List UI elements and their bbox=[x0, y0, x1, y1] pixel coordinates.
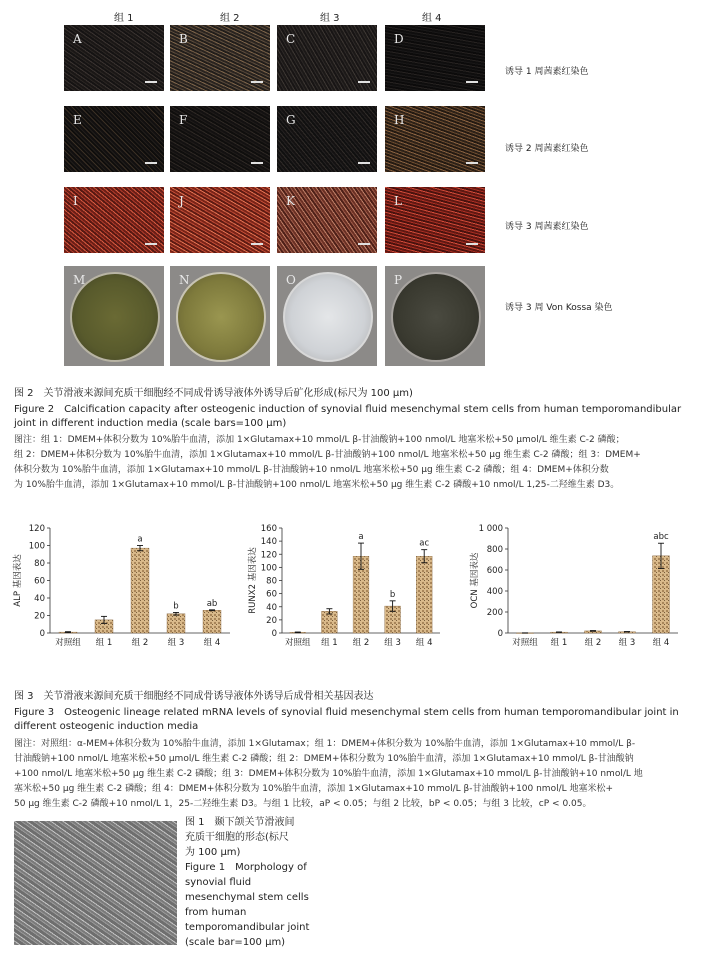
significance-label: b bbox=[173, 601, 179, 612]
y-tick-label: 800 bbox=[486, 545, 503, 555]
y-tick-label: 40 bbox=[34, 594, 45, 604]
x-tick-label: 组 3 bbox=[618, 638, 636, 648]
bar bbox=[416, 556, 432, 633]
figure-caption-line: synovial fluid bbox=[185, 877, 252, 888]
y-tick-label: 40 bbox=[266, 602, 277, 613]
y-tick-label: 0 bbox=[271, 629, 277, 639]
y-tick-label: 120 bbox=[28, 524, 45, 534]
figure-caption-line: 为 100 μm) bbox=[185, 847, 241, 858]
culture-plate bbox=[283, 272, 373, 362]
scale-bar bbox=[466, 162, 478, 164]
scale-bar bbox=[251, 81, 263, 83]
figure-caption-line: temporomandibular joint bbox=[185, 922, 310, 933]
figure-note-line: 塞米松+50 μg 维生素 C-2 磷酸；组 4：DMEM+体积分数为 10%胎牛血清，添加 1×Glutamax+10 mmol/L β-甘油酸钠+100 nmol/L 地塞米松+ bbox=[14, 784, 614, 794]
y-tick-label: 160 bbox=[260, 524, 277, 534]
significance-label: a bbox=[358, 532, 364, 543]
micrograph-panel bbox=[277, 25, 377, 91]
micrograph-panel bbox=[277, 106, 377, 172]
bar bbox=[322, 611, 338, 633]
panel-letter: C bbox=[286, 32, 296, 46]
micrograph-panel bbox=[385, 106, 485, 172]
row-label: 诱导 3 周 Von Kossa 染色 bbox=[505, 303, 613, 313]
figure-3-charts bbox=[10, 518, 710, 660]
y-axis-label: RUNX2 基因表达 bbox=[248, 547, 258, 614]
panel-letter: I bbox=[73, 194, 78, 208]
y-tick-label: 20 bbox=[34, 611, 45, 622]
panel-letter: G bbox=[286, 113, 296, 127]
panel-letter: M bbox=[73, 273, 86, 287]
figure-note-line: 组 2：DMEM+体积分数为 10%胎牛血清，添加 1×Glutamax+10 mmol/L β-甘油酸钠+100 nmol/L 地塞米松+50 μg 维生素 C-2 磷酸；组 3：DMEM+ bbox=[14, 450, 641, 460]
figure-caption-line: (scale bar=100 μm) bbox=[185, 937, 286, 948]
x-tick-label: 组 1 bbox=[550, 638, 568, 648]
figure-caption-cn: 图 3 关节滑液来源间充质干细胞经不同成骨诱导液体外诱导后成骨相关基因表达 bbox=[14, 691, 374, 702]
y-tick-label: 400 bbox=[486, 587, 503, 597]
figure-note-line: 甘油酸钠+100 nmol/L 地塞米松+50 μmol/L 维生素 C-2 磷酸；组 2：DMEM+体积分数为 10%胎牛血清，添加 1×Glutamax+10 mmol/L β-甘油酸钠 bbox=[14, 754, 634, 764]
significance-label: ab bbox=[206, 598, 218, 609]
panel-letter: K bbox=[286, 194, 295, 208]
y-tick-label: 600 bbox=[486, 566, 503, 576]
figure-note-line: +100 nmol/L 地塞米松+50 μg 维生素 C-2 磷酸；组 3：DMEM+体积分数为 10%胎牛血清，添加 1×Glutamax+10 mmol/L β-甘油酸钠+10 nmol/L 地 bbox=[14, 769, 643, 779]
row-label: 诱导 3 周茜素红染色 bbox=[505, 222, 589, 232]
micrograph-panel bbox=[170, 25, 270, 91]
x-tick-label: 组 2 bbox=[131, 638, 149, 648]
y-tick-label: 60 bbox=[266, 589, 277, 600]
significance-label: a bbox=[137, 534, 143, 545]
panel-letter: P bbox=[394, 273, 403, 287]
x-tick-label: 对照组 bbox=[285, 638, 311, 648]
x-tick-label: 组 3 bbox=[167, 638, 185, 648]
panel-letter: E bbox=[73, 113, 82, 127]
panel-letter: N bbox=[179, 273, 190, 287]
y-tick-label: 1 000 bbox=[478, 524, 503, 534]
y-tick-label: 0 bbox=[497, 629, 503, 639]
y-tick-label: 140 bbox=[260, 537, 277, 548]
y-tick-label: 100 bbox=[28, 541, 45, 552]
bar-charts bbox=[10, 518, 710, 660]
micrograph-panel bbox=[277, 187, 377, 253]
micrograph-panel bbox=[170, 106, 270, 172]
cell-morphology-micrograph bbox=[14, 821, 177, 945]
scale-bar bbox=[251, 243, 263, 245]
figure-note-line: 图注：组 1：DMEM+体积分数为 10%胎牛血清，添加 1×Glutamax+10 mmol/L β-甘油酸钠+100 nmol/L 地塞米松+50 μmol/L 维生素 C-2 磷酸； bbox=[14, 435, 625, 445]
y-tick-label: 0 bbox=[39, 629, 45, 639]
scale-bar bbox=[145, 81, 157, 83]
figure-note-line: 50 μg 维生素 C-2 磷酸+10 nmol/L 1，25-二羟维生素 D3。与组 1 比较，aP < 0.05；与组 2 比较，bP < 0.05；与组 3 比较，cP < 0.05。 bbox=[14, 799, 592, 809]
panel-letter: L bbox=[394, 194, 402, 208]
y-axis-label: ALP 基因表达 bbox=[13, 554, 23, 607]
bar bbox=[203, 610, 221, 633]
panel-letter: O bbox=[286, 273, 296, 287]
column-label: 组 1 bbox=[114, 13, 134, 24]
figure-caption-line: from human bbox=[185, 907, 247, 918]
column-label: 组 3 bbox=[320, 13, 340, 24]
figure-caption-line: mesenchymal stem cells bbox=[185, 892, 309, 903]
scale-bar bbox=[466, 81, 478, 83]
figure-caption-en: Figure 2 Calcification capacity after osteogenic induction of synovial fluid mesenchymal stem cells from human temporomandibular joint in different induction media (scale bars=100 μm) bbox=[14, 404, 682, 429]
y-tick-label: 80 bbox=[266, 576, 277, 587]
culture-plate-panel bbox=[277, 266, 377, 366]
scale-bar bbox=[145, 243, 157, 245]
y-tick-label: 80 bbox=[34, 559, 45, 569]
figure-caption-en: Figure 3 Osteogenic lineage related mRNA levels of synovial fluid mesenchymal stem cells from human temporomandibular joint in different osteogenic induction media bbox=[14, 707, 679, 732]
panel-letter: A bbox=[73, 32, 82, 46]
culture-plate bbox=[391, 272, 481, 362]
scale-bar bbox=[145, 162, 157, 164]
scale-bar bbox=[358, 81, 370, 83]
x-tick-label: 组 1 bbox=[321, 638, 338, 648]
scale-bar bbox=[466, 243, 478, 245]
figure-caption-line: 图 1 颞下颌关节滑液间 bbox=[185, 817, 295, 828]
culture-plate-panel bbox=[64, 266, 164, 366]
row-label: 诱导 1 周茜素红染色 bbox=[505, 67, 589, 77]
y-tick-label: 200 bbox=[486, 608, 503, 618]
figure-caption-line: Figure 1 Morphology of bbox=[185, 862, 307, 873]
x-tick-label: 组 4 bbox=[652, 638, 670, 648]
y-tick-label: 120 bbox=[260, 550, 277, 561]
bar bbox=[131, 548, 149, 633]
column-label: 组 4 bbox=[422, 13, 442, 24]
x-tick-label: 组 2 bbox=[584, 638, 602, 648]
scale-bar bbox=[358, 243, 370, 245]
x-tick-label: 对照组 bbox=[55, 638, 81, 648]
x-tick-label: 组 4 bbox=[203, 638, 221, 648]
x-tick-label: 组 4 bbox=[415, 638, 433, 648]
figure-note-line: 为 10%胎牛血清，添加 1×Glutamax+10 mmol/L β-甘油酸钠+100 nmol/L 地塞米松+50 μg 维生素 C-2 磷酸+10 nmol/L 1,25-二羟维生素 D3。 bbox=[14, 480, 620, 490]
bar bbox=[167, 614, 185, 633]
figure-note-line: 图注：对照组：α-MEM+体积分数为 10%胎牛血清，添加 1×Glutamax；组 1：DMEM+体积分数为 10%胎牛血清，添加 1×Glutamax+10 mmol/L β- bbox=[14, 739, 636, 749]
figure-note-line: 体积分数为 10%胎牛血清，添加 1×Glutamax+10 mmol/L β-甘油酸钠+10 nmol/L 地塞米松+50 μg 维生素 C-2 磷酸；组 4：DMEM+体积分数 bbox=[14, 465, 609, 475]
culture-plate bbox=[176, 272, 266, 362]
y-tick-label: 20 bbox=[266, 615, 277, 626]
figure-caption-cn: 图 2 关节滑液来源间充质干细胞经不同成骨诱导液体外诱导后矿化形成(标尺为 100 μm) bbox=[14, 388, 413, 399]
x-tick-label: 组 2 bbox=[352, 638, 370, 648]
micrograph-panel bbox=[64, 25, 164, 91]
micrograph-panel bbox=[385, 187, 485, 253]
y-tick-label: 100 bbox=[260, 563, 277, 574]
x-tick-label: 对照组 bbox=[512, 638, 538, 648]
x-tick-label: 组 3 bbox=[384, 638, 401, 648]
culture-plate-panel bbox=[170, 266, 270, 366]
scale-bar bbox=[251, 162, 263, 164]
y-tick-label: 60 bbox=[34, 576, 45, 587]
y-axis-label: OCN 基因表达 bbox=[470, 552, 480, 609]
micrograph-panel bbox=[64, 106, 164, 172]
panel-letter: F bbox=[179, 113, 188, 127]
column-label: 组 2 bbox=[220, 13, 240, 24]
significance-label: ac bbox=[419, 538, 430, 549]
micrograph-panel bbox=[170, 187, 270, 253]
figure-caption-line: 充质干细胞的形态(标尺 bbox=[185, 832, 289, 843]
significance-label: b bbox=[389, 589, 396, 600]
culture-plate-panel bbox=[385, 266, 485, 366]
row-label: 诱导 2 周茜素红染色 bbox=[505, 144, 589, 154]
panel-letter: D bbox=[394, 32, 404, 46]
panel-letter: B bbox=[179, 32, 188, 46]
x-tick-label: 组 1 bbox=[95, 638, 113, 648]
significance-label: abc bbox=[653, 532, 669, 543]
micrograph-panel bbox=[385, 25, 485, 91]
panel-letter: H bbox=[394, 113, 405, 127]
scale-bar bbox=[358, 162, 370, 164]
panel-letter: J bbox=[179, 194, 184, 208]
micrograph-panel bbox=[64, 187, 164, 253]
